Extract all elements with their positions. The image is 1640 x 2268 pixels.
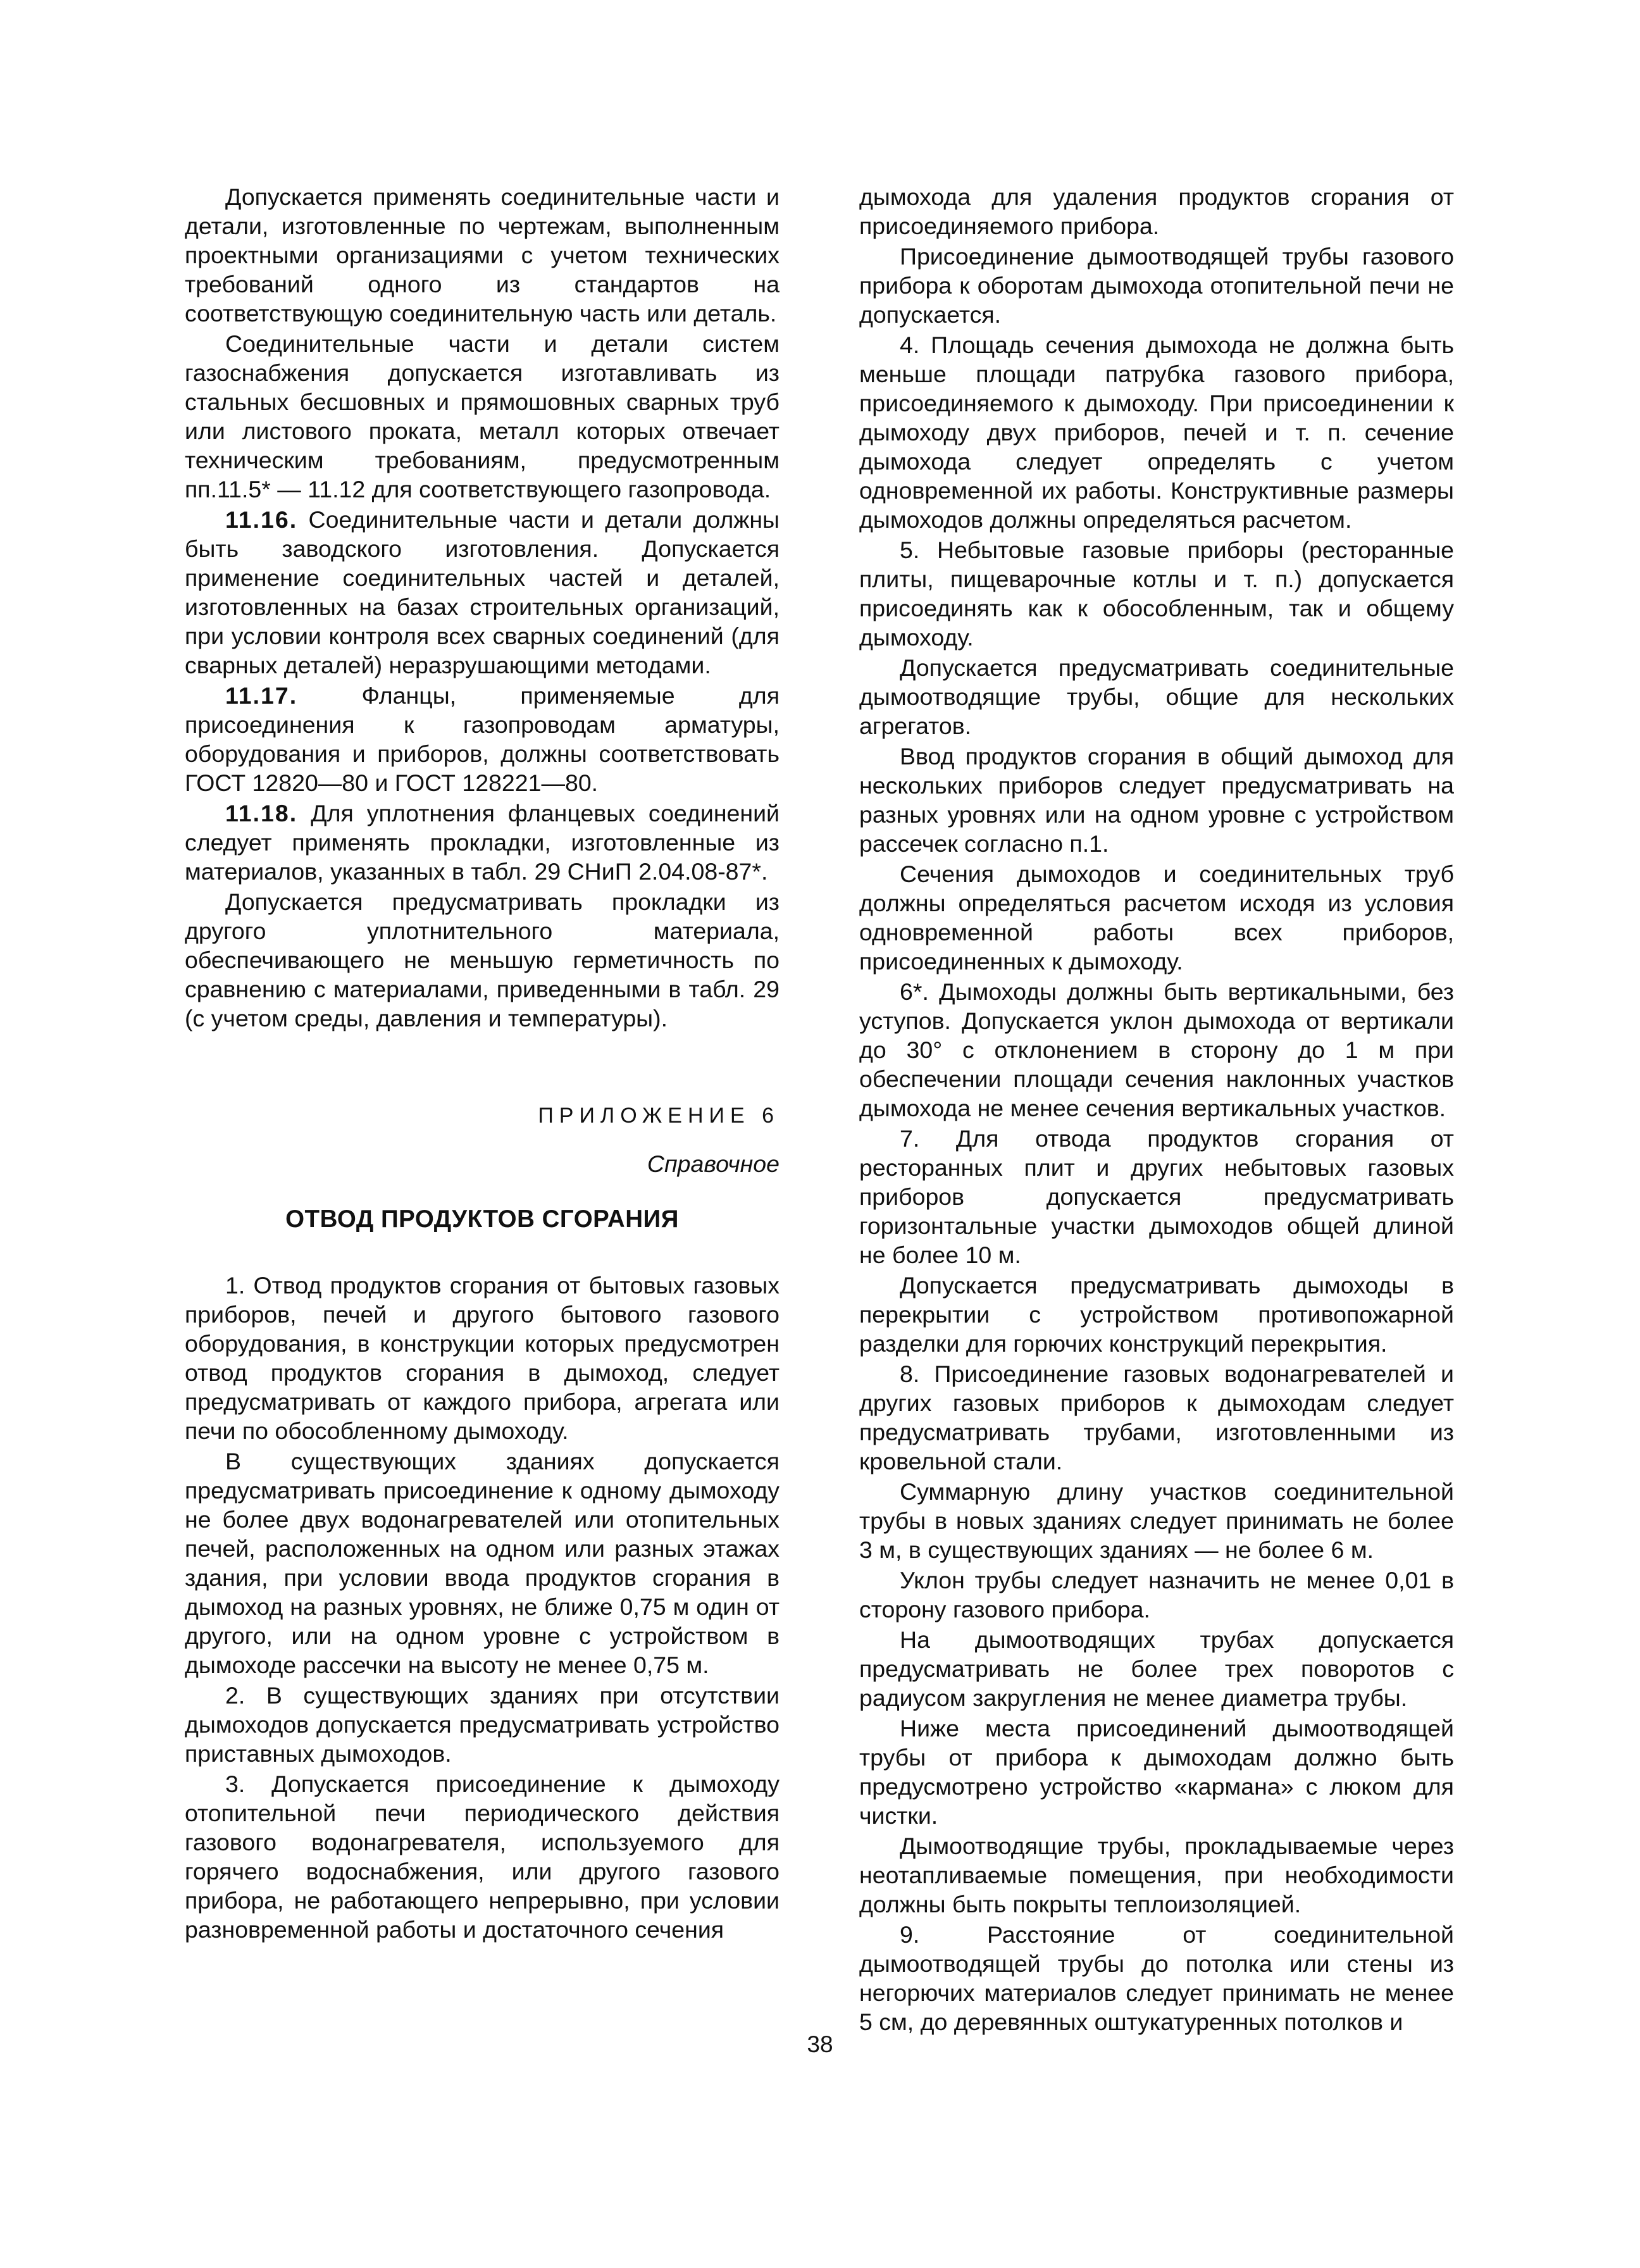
paragraph: Соединительные части и детали систем газоснабжения допускается изготавливать из стальных бесшовных и прямошовных сварных труб или листового проката, металл которых отвечает техническим требованиям, предусмотренным пп.11.5* — 11.12 для соответствующего газопровода. — [185, 330, 780, 502]
paragraph: дымохода для удаления продуктов сгорания от присоединяемого прибора. — [859, 184, 1454, 239]
paragraph: 3. Допускается присоединение к дымоходу отопительной печи периодического действия газового водонагревателя, используемого для горячего водоснабжения, или другого газового прибора, не работающего непрерывно, при условии разновременной работы и достаточного сечения — [185, 1771, 780, 1943]
appendix-type: Справочное — [647, 1150, 780, 1177]
left-column — [185, 182, 780, 1945]
section-title: ОТВОД ПРОДУКТОВ СГОРАНИЯ — [285, 1206, 679, 1233]
paragraph: 7. Для отвода продуктов сгорания от ресторанных плит и других небытовых газовых приборов допускается предусматривать горизонтальные участки дымоходов общей длиной не более 10 м. — [859, 1125, 1454, 1268]
paragraph: В существующих зданиях допускается предусматривать присоединение к одному дымоходу не более двух водонагревателей или отопительных печей, расположенных на одном или разных этажах здания, при условии ввода продуктов сгорания в дымоход на разных уровнях, не ближе 0,75 м один от другого, или на одном уровне с устройством в дымоходе рассечки на высоту не менее 0,75 м. — [185, 1448, 780, 1678]
paragraph: Уклон трубы следует назначить не менее 0,01 в сторону газового прибора. — [859, 1567, 1454, 1623]
paragraph: Допускается предусматривать соединительные дымоотводящие трубы, общие для нескольких агрегатов. — [859, 654, 1454, 739]
appendix-label: ПРИЛОЖЕНИЕ 6 — [538, 1104, 780, 1128]
paragraph: Суммарную длину участков соединительной трубы в новых зданиях следует принимать не более 3 м, в существующих зданиях — не более 6 м. — [859, 1478, 1454, 1563]
clause-number: 11.17. — [225, 682, 298, 709]
clause-text: Соединительные части и детали должны быть заводского изготовления. Допускается применение соединительных частей и деталей, изготовленных на базах строительных организаций, при условии контроля всех сварных соединений (для сварных деталей) неразрушающими методами. — [185, 506, 780, 678]
paragraph: Присоединение дымоотводящей трубы газового прибора к оборотам дымохода отопительной печи не допускается. — [859, 243, 1454, 328]
paragraph: На дымоотводящих трубах допускается предусматривать не более трех поворотов с радиусом закругления не менее диаметра трубы. — [859, 1626, 1454, 1711]
clause-11-16 — [185, 505, 780, 680]
clause-number: 11.16. — [225, 506, 298, 533]
paragraph: Ниже места присоединений дымоотводящей трубы от прибора к дымоходам должно быть предусмотрено устройство «кармана» с люком для чистки. — [859, 1715, 1454, 1829]
page-number: 38 — [807, 2031, 833, 2057]
paragraph: Допускается применять соединительные части и детали, изготовленные по чертежам, выполненным проектными организациями с учетом технических требований одного из стандартов на соответствующую соединительную часть или деталь. — [185, 184, 780, 327]
paragraph: 5. Небытовые газовые приборы (ресторанные плиты, пищеварочные котлы и т. п.) допускается присоединять как к обособленным, так и общему дымоходу. — [859, 537, 1454, 651]
clause-text: Для уплотнения фланцевых соединений следует применять прокладки, изготовленные из материалов, указанных в табл. 29 СНиП 2.04.08-87*. — [185, 800, 780, 885]
paragraph: Допускается предусматривать дымоходы в перекрытии с устройством противопожарной разделки для горючих конструкций перекрытия. — [859, 1272, 1454, 1357]
paragraph: 2. В существующих зданиях при отсутствии дымоходов допускается предусматривать устройство приставных дымоходов. — [185, 1682, 780, 1767]
paragraph: 6*. Дымоходы должны быть вертикальными, без уступов. Допускается уклон дымохода от вертикали до 30° с отклонением в сторону до 1 м при обеспечении площади сечения наклонных участков дымохода не менее сечения вертикальных участков. — [859, 978, 1454, 1121]
paragraph: Сечения дымоходов и соединительных труб должны определяться расчетом исходя из условия одновременной работы всех приборов, присоединенных к дымоходу. — [859, 861, 1454, 975]
paragraph: Допускается предусматривать прокладки из другого уплотнительного материала, обеспечивающего не меньшую герметичность по сравнению с материалами, приведенными в табл. 29 (с учетом среды, давления и температуры). — [185, 888, 780, 1031]
paragraph: 4. Площадь сечения дымохода не должна быть меньше площади патрубка газового прибора, присоединяемого к дымоходу. При присоединении к дымоходу двух приборов, печей и т. п. сечение дымохода следует определять с учетом одновременной их работы. Конструктивные размеры дымоходов должны определяться расчетом. — [859, 332, 1454, 533]
paragraph: Дымоотводящие трубы, прокладываемые через неотапливаемые помещения, при необходимости должны быть покрыты теплоизоляцией. — [859, 1833, 1454, 1917]
clause-11-17 — [185, 681, 780, 797]
paragraph: 9. Расстояние от соединительной дымоотводящей трубы до потолка или стены из негорючих материалов следует принимать не менее 5 см, до деревянных оштукатуренных потолков и — [859, 1921, 1454, 2035]
paragraph: 8. Присоединение газовых водонагревателей и других газовых приборов к дымоходам следует предусматривать трубами, изготовленными из кровельной стали. — [859, 1361, 1454, 1474]
clause-number: 11.18. — [225, 800, 298, 826]
paragraph: Ввод продуктов сгорания в общий дымоход для нескольких приборов следует предусматривать на разных уровнях или на одном уровне с устройством рассечек согласно п.1. — [859, 743, 1454, 857]
right-column — [859, 182, 1454, 2038]
clause-text: Фланцы, применяемые для присоединения к газопроводам арматуры, оборудования и приборов, должны соответствовать ГОСТ 12820—80 и ГОСТ 128221—80. — [185, 682, 780, 796]
paragraph: 1. Отвод продуктов сгорания от бытовых газовых приборов, печей и другого бытового газового оборудования, в конструкции которых предусмотрен отвод продуктов сгорания в дымоход, следует предусматривать от каждого прибора, агрегата или печи по обособленному дымоходу. — [185, 1272, 780, 1444]
clause-11-18 — [185, 799, 780, 886]
